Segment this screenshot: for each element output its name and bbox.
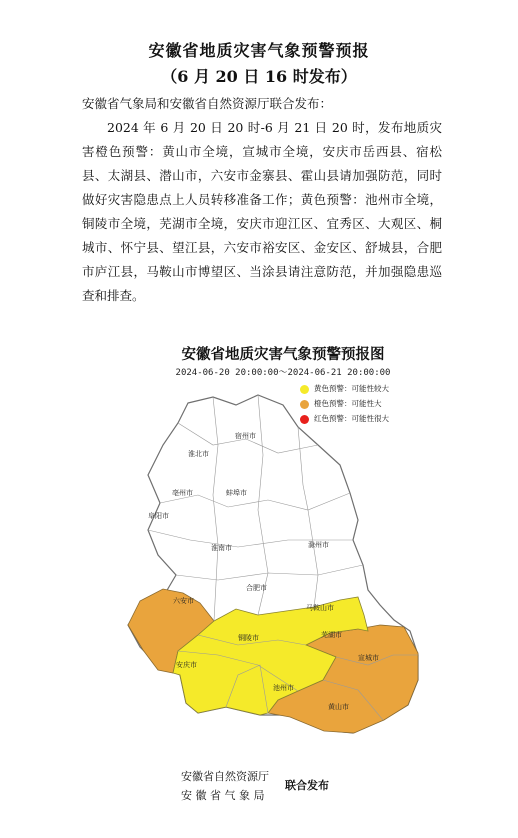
city-label: 宣城市 [358, 654, 379, 662]
city-label: 池州市 [273, 684, 294, 692]
city-label: 亳州市 [172, 489, 193, 497]
city-label: 合肥市 [246, 584, 267, 592]
body-paragraph: 2024 年 6 月 20 日 20 时-6 月 21 日 20 时，发布地质灾害橙色预警：黄山市全境，宣城市全境，安庆市岳西县、宿松县、太湖县、潜山市，六安市金寨县、霍山县请加强防范，同时做好灾害隐患点上人员转移准备工作；黄色预警：池州市全境，铜陵市全境，芜湖市全境，安庆市迎江区、宜秀区、大观区、桐城市、怀宁县、望江县，六安市裕安区、金安区、舒城县，合肥市庐江县，马鞍山市博望区、当涂县请注意防范，并加强隐患巡查和排查。 [82, 120, 442, 303]
city-label: 六安市 [173, 597, 194, 605]
warning-map [118, 335, 448, 817]
document-subtitle: （6 月 20 日 16 时发布） [161, 67, 357, 86]
city-label: 铜陵市 [238, 634, 259, 642]
city-label: 安庆市 [176, 661, 197, 669]
city-label: 淮北市 [188, 450, 209, 458]
issuer-joint-release: 联合发布 [285, 779, 329, 792]
city-label: 马鞍山市 [306, 604, 334, 612]
city-label: 芜湖市 [321, 631, 342, 639]
city-label: 淮南市 [211, 544, 232, 552]
legend-red-label: 红色预警：可能性很大 [314, 414, 389, 423]
red-dot-icon [300, 415, 309, 424]
intro-paragraph: 安徽省气象局和安徽省自然资源厅联合发布： [82, 96, 333, 111]
city-label: 蚌埠市 [226, 489, 247, 497]
document-title: 安徽省地质灾害气象预警预报 [148, 41, 370, 60]
orange-dot-icon [300, 400, 309, 409]
legend-yellow [300, 383, 389, 394]
anhui-map [118, 335, 448, 817]
city-label: 黄山市 [328, 703, 349, 711]
legend-orange [300, 398, 382, 409]
map-title: 安徽省地质灾害气象预警预报图 [181, 347, 385, 363]
issuer-resources-dept: 安徽省自然资源厅 [181, 770, 269, 783]
yellow-dot-icon [300, 385, 309, 394]
city-label: 阜阳市 [148, 512, 169, 520]
legend-red [300, 413, 389, 424]
legend-orange-label: 橙色预警：可能性大 [314, 399, 382, 408]
map-time-range: 2024-06-20 20:00:00～2024-06-21 20:00:00 [175, 368, 391, 378]
issuer-meteorological-bureau: 安 徽 省 气 象 局 [181, 789, 265, 802]
city-label: 滁州市 [308, 541, 329, 549]
legend-yellow-label: 黄色预警：可能性较大 [314, 384, 389, 393]
city-label: 宿州市 [235, 432, 256, 440]
